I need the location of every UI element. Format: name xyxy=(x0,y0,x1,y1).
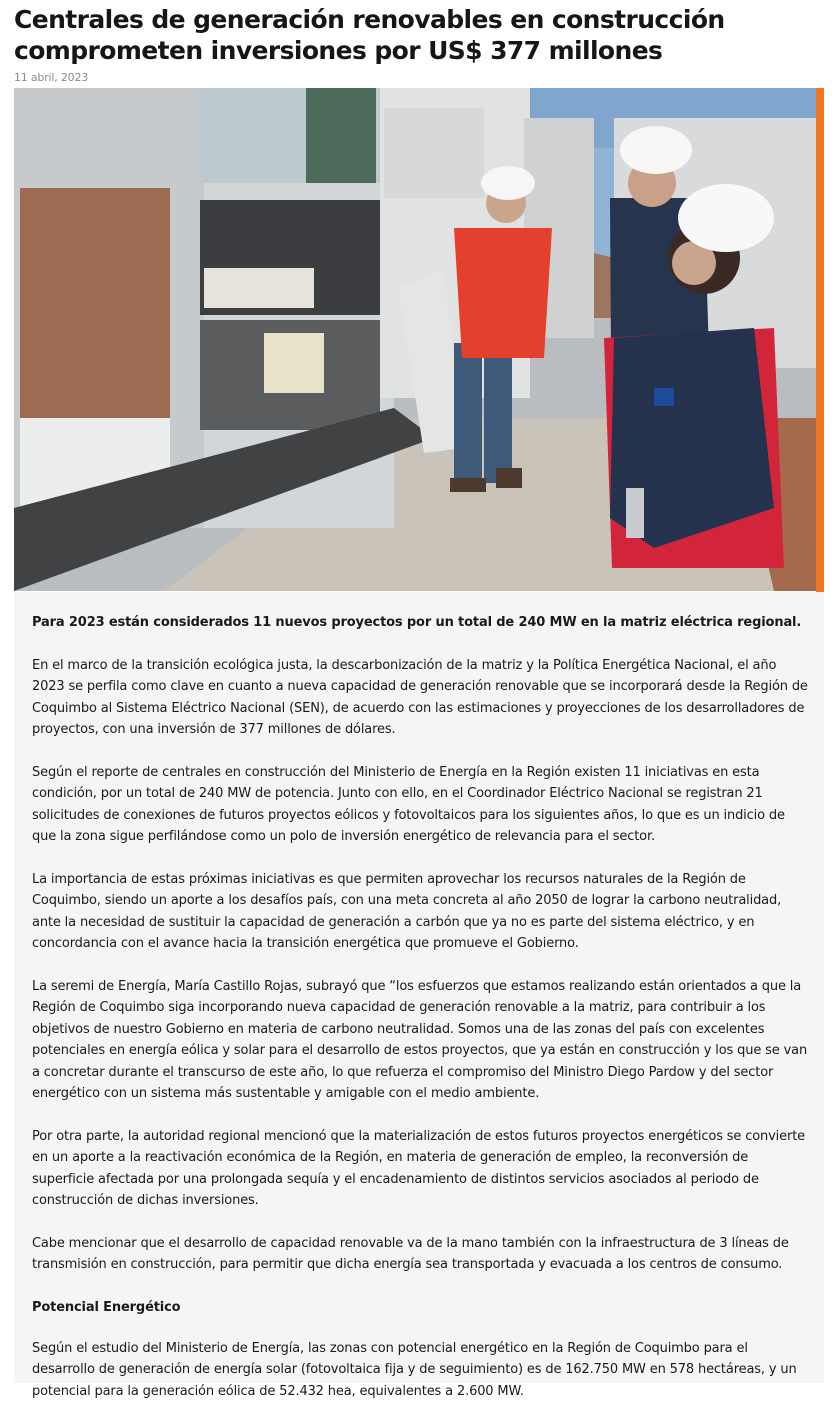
article-photo xyxy=(14,88,816,591)
paragraph: La seremi de Energía, María Castillo Rojas, subrayó que “los esfuerzos que estamos realizando están orientados a que la Región de Coquimbo siga incorporando nueva capacidad de generación renovable a la matriz, para contribuir a los objetivos de nuestro Gobierno en materia de carbono neutralidad. Somos una de las zonas del país con excelentes potenciales en energía eólica y solar para el desarrollo de estos proyectos, que ya están en construcción y los que se van a concretar durante el transcurso de este año, lo que refuerza el compromiso del Ministro Diego Pardow y del sector energético con un sistema más sustentable y amigable con el medio ambiente. xyxy=(32,978,808,1101)
publish-date: 11 abril, 2023 xyxy=(14,71,89,84)
paragraph: Por otra parte, la autoridad regional mencionó que la materialización de estos futuros proyectos energéticos se convierte en un aporte a la reactivación económica de la Región, en materia de generación de empleo, la reconversión de superficie afectada por una prolongada sequía y el encadenamiento de distintos servicios asociados al periodo de construcción de dichas inversiones. xyxy=(32,1128,805,1208)
section-heading: Potencial Energético xyxy=(32,1299,181,1315)
paragraph: En el marco de la transición ecológica justa, la descarbonización de la matriz y la Política Energética Nacional, el año 2023 se perfila como clave en cuanto a nueva capacidad de generación renovable que se incorporará desde la Región de Coquimbo al Sistema Eléctrico Nacional (SEN), de acuerdo con las estimaciones y proyecciones de los desarrolladores de proyectos, con una inversión de 377 millones de dólares. xyxy=(32,657,808,737)
paragraph: Según el estudio del Ministerio de Energía, las zonas con potencial energético en la Región de Coquimbo para el desarrollo de generación de energía solar (fotovoltaica fija y de seguimiento) es de 162.750 MW en 578 hectáreas, y un potencial para la generación eólica de 52.432 hea, equivalentes a 2.600 MW. xyxy=(32,1340,797,1399)
article-body xyxy=(32,612,808,1423)
accent-bar xyxy=(816,88,824,593)
paragraph: Cabe mencionar que el desarrollo de capacidad renovable va de la mano también con la infraestructura de 3 líneas de transmisión en construcción, para permitir que dicha energía sea transportada y evacuada a los centros de consumo. xyxy=(32,1235,789,1272)
lead-paragraph: Para 2023 están considerados 11 nuevos proyectos por un total de 240 MW en la matriz eléctrica regional. xyxy=(32,615,802,630)
paragraph: La importancia de estas próximas iniciativas es que permiten aprovechar los recursos naturales de la Región de Coquimbo, siendo un aporte a los desafíos país, con una meta concreta al año 2050 de lograr la carbono neutralidad, ante la necesidad de sustituir la capacidad de generación a carbón que ya no es parte del sistema eléctrico, y en concordancia con el avance hacia la transición energética que promueve el Gobierno. xyxy=(32,871,782,951)
article-title: Centrales de generación renovables en construcción comprometen inversiones por US$ 377 millones xyxy=(14,5,725,65)
paragraph: Según el reporte de centrales en construcción del Ministerio de Energía en la Región existen 11 iniciativas en esta condición, por un total de 240 MW de potencia. Junto con ello, en el Coordinador Eléctrico Nacional se registran 21 solicitudes de conexiones de futuros proyectos eólicos y fotovoltaicos para los siguientes años, lo que es un indicio de que la zona sigue perfilándose como un polo de inversión energético de relevancia para el sector. xyxy=(32,764,785,844)
